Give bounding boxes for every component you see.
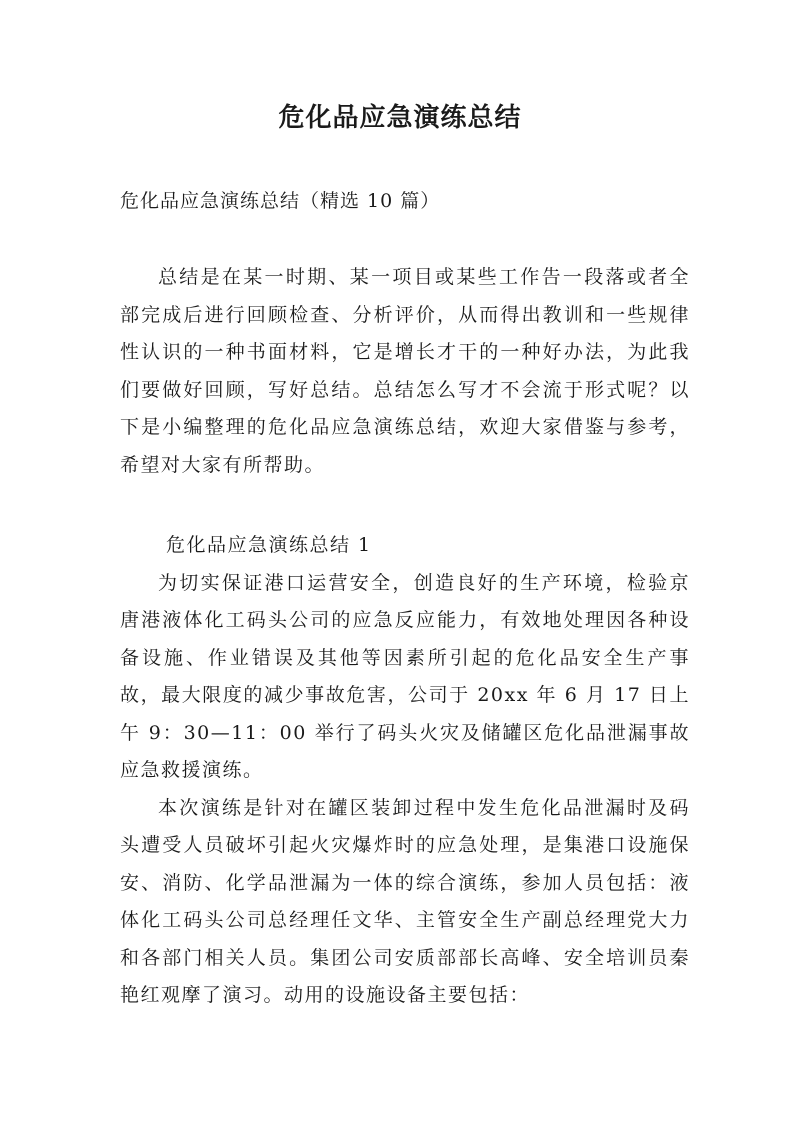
section-1-paragraph: 为切实保证港口运营安全，创造良好的生产环境，检验京唐港液体化工码头公司的应急反应能力，有效地处理因各种设备设施、作业错误及其他等因素所引起的危化品安全生产事故，最大限度的减少事故危害，公司于 20xx 年 6 月 17 日上午 9：30—11：00 举行了码头火灾及储罐区危化品泄漏事故应急救援演练。: [120, 571, 690, 781]
document-subtitle: 危化品应急演练总结（精选 10 篇）: [120, 190, 441, 212]
section-1: [120, 527, 690, 1015]
section-1-paragraph: 本次演练是针对在罐区装卸过程中发生危化品泄漏时及码头遭受人员破坏引起火灾爆炸时的应急处理，是集港口设施保安、消防、化学品泄漏为一体的综合演练，参加人员包括：液体化工码头公司总经理任文华、主管安全生产副总经理党大力和各部门相关人员。集团公司安质部部长高峰、安全培训员秦艳红观摩了演习。动用的设施设备主要包括：: [120, 796, 690, 1006]
section-1-heading: 危化品应急演练总结 1: [166, 534, 372, 556]
document-title: 危化品应急演练总结: [278, 103, 522, 133]
intro-paragraph: 总结是在某一时期、某一项目或某些工作告一段落或者全部完成后进行回顾检查、分析评价，从而得出教训和一些规律性认识的一种书面材料，它是增长才干的一种好办法，为此我们要做好回顾，写好总结。总结怎么写才不会流于形式呢？以下是小编整理的危化品应急演练总结，欢迎大家借鉴与参考，希望对大家有所帮助。: [120, 266, 690, 476]
